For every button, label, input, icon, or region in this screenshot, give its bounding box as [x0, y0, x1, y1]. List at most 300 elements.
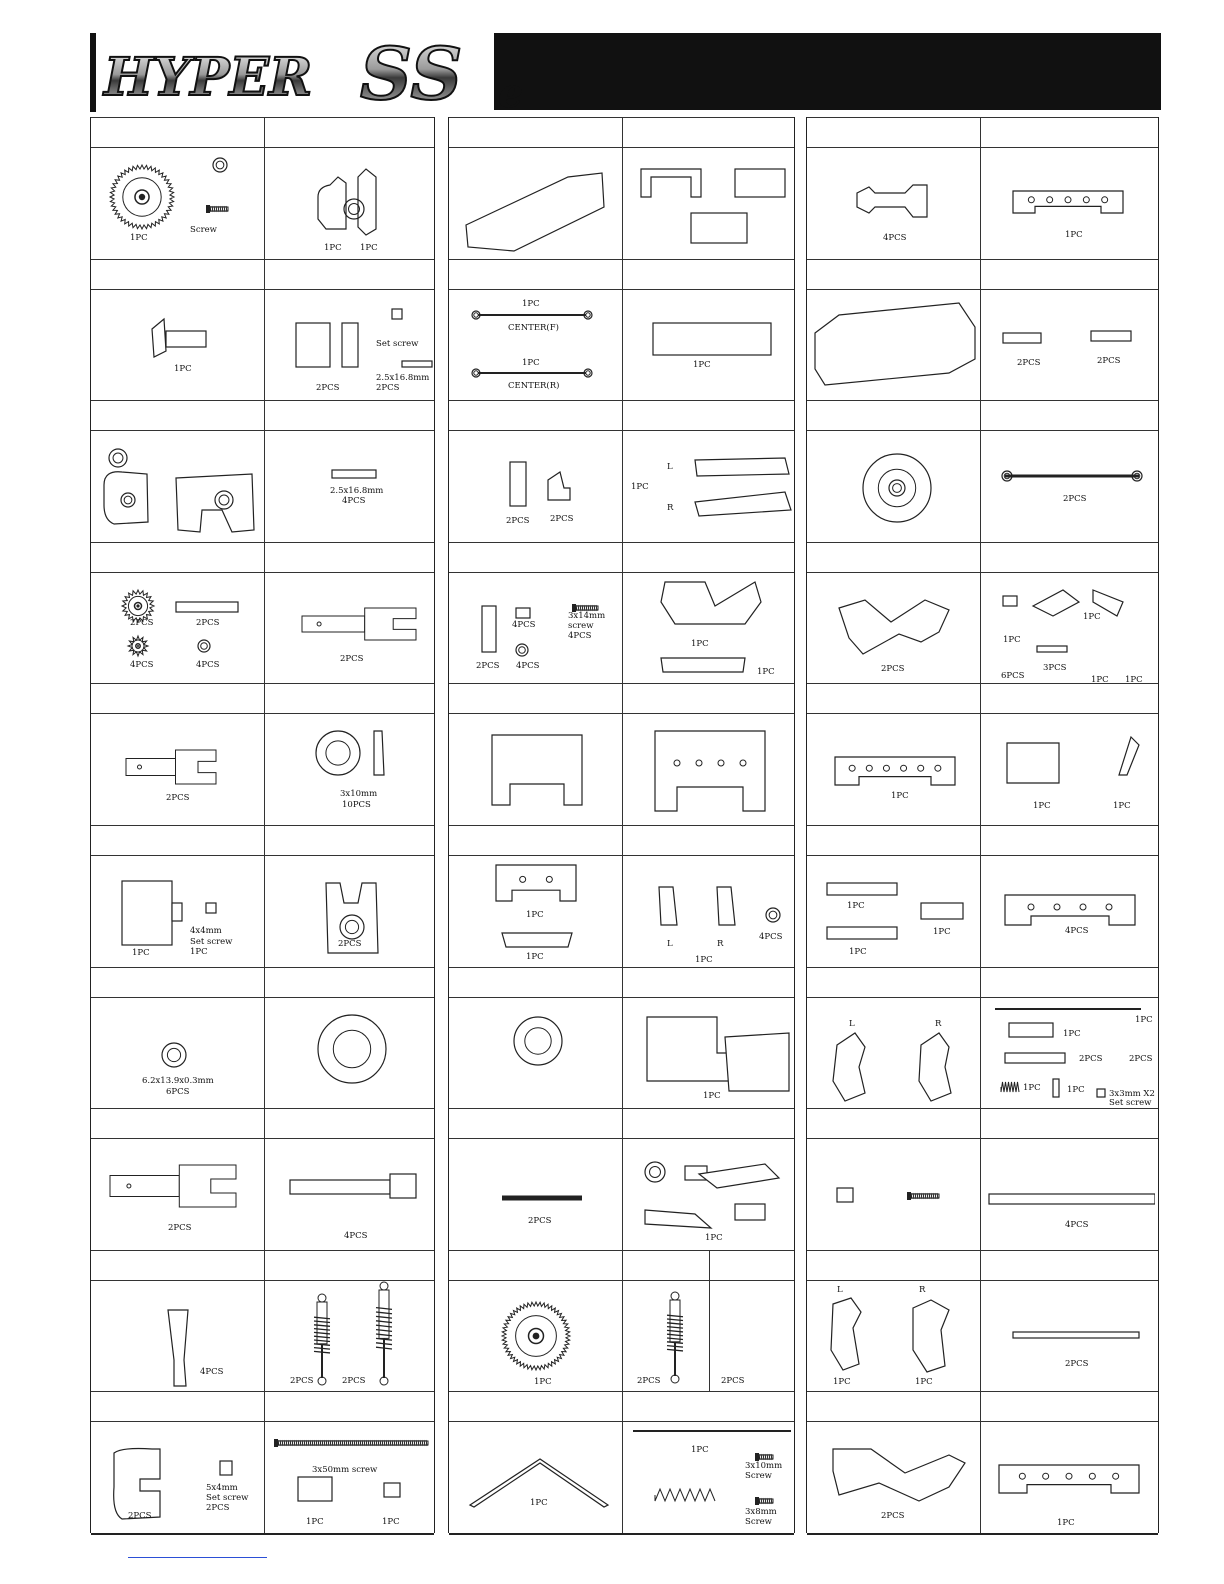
part-cell: [452, 1421, 624, 1532]
part-qty-label: 2PCS: [128, 1511, 152, 1522]
part-qty-label: 4PCS: [1065, 926, 1089, 936]
part-drawing: [809, 1138, 981, 1249]
part-cell: [266, 713, 438, 824]
washer-icon: [318, 1015, 386, 1083]
part-qty-label: 1PC: [522, 357, 540, 368]
part-drawing: [452, 1421, 624, 1532]
drawing-stroke: [316, 731, 360, 775]
grid-rule: [91, 117, 434, 118]
part-drawing: [266, 1421, 438, 1532]
drawing-stroke: [766, 908, 780, 922]
part-cell: [92, 430, 264, 541]
nut-icon: [516, 608, 530, 618]
part-drawing: [983, 289, 1155, 400]
part-drawing: [452, 430, 624, 541]
pinion-shaft-icon: [166, 331, 206, 347]
part-drawing: [92, 289, 264, 400]
rod-long-icon: [1013, 1332, 1139, 1338]
grid-rule: [91, 967, 434, 968]
drawing-stroke: [496, 865, 576, 901]
part-qty-label: 2PCS: [637, 1375, 661, 1386]
part-qty-label: 4PCS: [342, 496, 366, 507]
drive-shaft-icon: [126, 750, 216, 784]
washer-icon: [645, 1162, 665, 1182]
cell-divider: [264, 259, 265, 401]
diff-nut-icon: [342, 323, 358, 367]
drawing-stroke: [645, 1162, 665, 1182]
part-qty-label: Set screw: [1109, 1097, 1152, 1108]
part-qty-label: 2PCS: [1063, 494, 1087, 505]
part-qty-label: 1PC: [703, 1090, 721, 1101]
part-qty-label: 2PCS: [881, 1511, 905, 1522]
mount-plate-icon: [510, 462, 526, 506]
part-drawing: [92, 855, 264, 966]
drawing-stroke: [671, 1375, 679, 1383]
pin-icon: [1053, 1079, 1059, 1097]
plate-icon: [492, 735, 582, 805]
drawing-stroke: [1005, 895, 1135, 925]
part-qty-label: 4PCS: [516, 660, 540, 671]
hub-right-icon: [717, 887, 735, 925]
part-drawing: [625, 147, 797, 258]
footer-link-underline: [128, 1557, 267, 1558]
grid-rule: [807, 1108, 1158, 1109]
steering-post-icon: [1119, 737, 1139, 775]
drawing-stroke: [126, 759, 176, 776]
plate-icon: [1005, 895, 1135, 925]
shaft-icon: [1009, 1023, 1053, 1037]
part-drawing: [809, 713, 981, 824]
grid-rule: [91, 683, 434, 684]
part-cell: [809, 1138, 981, 1249]
part-qty-label: 1PC: [1063, 1028, 1081, 1039]
part-qty-label: 2PCS: [1097, 355, 1121, 366]
drawing-stroke: [213, 158, 227, 172]
grid-rule: [807, 1250, 1158, 1251]
hinge-pin-tool-icon: [168, 1310, 188, 1386]
part-qty-label: 1PC: [695, 955, 713, 965]
part-drawing: [983, 1138, 1155, 1249]
drawing-stroke: [655, 731, 765, 811]
part-qty-label: 1PC: [891, 791, 909, 802]
drawing-stroke: [907, 1192, 911, 1200]
part-cell: [625, 430, 797, 541]
part-qty-label: 2PCS: [1129, 1053, 1153, 1064]
part-cell: [452, 1280, 624, 1391]
part-qty-label: 1PC: [693, 359, 711, 370]
diff-case-icon: [104, 472, 148, 524]
part-cell: [452, 855, 624, 966]
part-drawing: [983, 572, 1155, 683]
part-qty-label: 4PCS: [200, 1366, 224, 1377]
gear-icon: [128, 636, 148, 656]
battery-tray-icon: [466, 173, 604, 251]
cell-divider: [264, 542, 265, 684]
part-qty-label: 2PCS: [168, 1223, 192, 1234]
part-cell: [266, 1421, 438, 1532]
washer-icon: [863, 454, 931, 522]
part-qty-label: 2PCS: [340, 653, 364, 664]
drawing-stroke: [474, 370, 478, 374]
grid-rule: [807, 825, 1158, 826]
part-qty-label: R: [935, 1018, 942, 1029]
screw-icon: [755, 1453, 773, 1461]
part-drawing: [266, 147, 438, 258]
grid-rule: [807, 117, 1158, 118]
drawing-stroke: [137, 645, 139, 647]
part-drawing: [983, 430, 1155, 541]
part-cell: [625, 289, 797, 400]
part-qty-label: 1PC: [530, 1498, 548, 1509]
part-qty-label: 4PCS: [759, 932, 783, 942]
part-qty-label: 1PC: [691, 1445, 709, 1456]
plate-icon: [835, 757, 955, 785]
part-cell: [983, 1421, 1155, 1532]
drawing-stroke: [318, 1015, 386, 1083]
gearbox-side-icon: [725, 1033, 789, 1091]
part-cell: [983, 1280, 1155, 1391]
part-qty-label: 1PC: [691, 638, 709, 649]
part-qty-label: 2PCS: [166, 793, 190, 804]
part-qty-label: 1PC: [1125, 674, 1143, 685]
pivot-block-bottom-icon: [827, 927, 897, 939]
part-cell: [92, 572, 264, 683]
part-cell: [452, 430, 624, 541]
drawing-stroke: [878, 469, 915, 506]
part-drawing: [266, 1280, 438, 1391]
part-qty-label: 3x50mm screw: [312, 1465, 378, 1476]
washer-icon: [109, 449, 127, 467]
drawing-stroke: [274, 1439, 278, 1447]
part-cell: [92, 713, 264, 824]
screw-icon: [274, 1439, 428, 1447]
drawing-stroke: [586, 312, 590, 316]
steering-arm-icon: [699, 1164, 779, 1188]
knuckle-right-icon: [913, 1300, 949, 1372]
suspension-arm-rear-icon: [833, 1449, 965, 1501]
drawing-stroke: [110, 1176, 179, 1197]
part-qty-label: 1PC: [833, 1376, 851, 1387]
drive-shaft-icon: [110, 1165, 236, 1207]
part-drawing: [92, 1280, 264, 1391]
part-drawing: [92, 147, 264, 258]
steering-arm-lower-icon: [645, 1210, 711, 1228]
part-qty-label: 4PCS: [1065, 1220, 1089, 1231]
part-qty-label: 6PCS: [166, 1086, 190, 1097]
part-cell: [625, 1421, 797, 1532]
servo-mount-icon: [641, 169, 701, 197]
plate-icon: [999, 1465, 1139, 1493]
hyper-sse-logo: [90, 33, 550, 112]
part-cell: [625, 1280, 797, 1391]
knuckle-right-icon: [919, 1033, 951, 1101]
part-drawing: [983, 855, 1155, 966]
set-screw-icon: [1097, 1089, 1105, 1097]
part-drawing: [266, 572, 438, 683]
plate-icon: [1013, 191, 1123, 213]
part-qty-label: 1PC: [631, 482, 649, 493]
drawing-stroke: [216, 161, 224, 169]
parts-grid: [90, 117, 1161, 1535]
part-drawing: [625, 713, 797, 824]
part-cell: [983, 997, 1155, 1108]
part-cell: [809, 147, 981, 258]
part-qty-label: 6.2x13.9x0.3mm: [142, 1075, 214, 1086]
steering-link-short-icon: [1091, 331, 1131, 341]
header-black-banner: [494, 33, 1161, 110]
part-qty-label: 2PCS: [206, 1503, 230, 1514]
part-drawing: [266, 997, 438, 1108]
spring-icon: [655, 1489, 715, 1501]
part-cell: [983, 1138, 1155, 1249]
part-drawing: [809, 855, 981, 966]
part-qty-label: 1PC: [849, 947, 867, 957]
part-cell: [625, 1138, 797, 1249]
grid-rule: [91, 259, 434, 260]
page-header: [90, 33, 1161, 112]
part-qty-label: 4x4mm: [190, 926, 222, 936]
link-end-icon: [735, 1204, 765, 1220]
part-cell: [983, 855, 1155, 966]
part-qty-label: 1PC: [1083, 611, 1101, 622]
set-screw-icon: [206, 903, 216, 913]
screw-icon: [907, 1192, 939, 1200]
cell-divider: [264, 683, 265, 825]
brace-icon: [502, 933, 572, 947]
part-cell: [809, 572, 981, 683]
part-cell: [452, 713, 624, 824]
part-qty-label: 2PCS: [528, 1216, 552, 1227]
part-cell: [452, 572, 624, 683]
part-qty-label: 6PCS: [1001, 670, 1025, 681]
gear-icon: [502, 1302, 570, 1370]
drawing-stroke: [769, 911, 777, 919]
washer-icon: [198, 640, 210, 652]
plate-icon: [655, 731, 765, 811]
part-drawing: [809, 1280, 981, 1391]
part-cell: [452, 1138, 624, 1249]
part-qty-label: 2PCS: [196, 617, 220, 628]
pivot-block-top-icon: [827, 883, 897, 895]
washer-icon: [766, 908, 780, 922]
part-qty-label: 1PC: [522, 298, 540, 309]
grid-rule: [807, 1391, 1158, 1392]
part-cell: [809, 713, 981, 824]
gear-icon: [110, 165, 174, 229]
part-qty-label: Set screw: [190, 937, 233, 947]
part-qty-label: R: [667, 503, 674, 514]
part-qty-label: 4PCS: [568, 630, 592, 641]
part-cell: [809, 997, 981, 1108]
cell-divider: [264, 1391, 265, 1533]
part-qty-label: 3PCS: [1043, 662, 1067, 673]
drawing-stroke: [755, 1497, 759, 1505]
part-drawing: [266, 855, 438, 966]
drawing-stroke: [474, 312, 478, 316]
drawing-stroke: [113, 453, 123, 463]
part-qty-label: L: [667, 462, 673, 473]
part-drawing: [625, 430, 797, 541]
steering-bracket-icon: [1007, 743, 1059, 783]
drawing-stroke: [893, 484, 902, 493]
part-qty-label: 4PCS: [512, 619, 536, 630]
part-qty-label: 1PC: [915, 1376, 933, 1387]
part-qty-label: 1PC: [1057, 1518, 1075, 1529]
part-qty-label: 2.5x16.8mm: [330, 486, 384, 497]
cell-divider: [264, 1108, 265, 1250]
drawing-stroke: [650, 1167, 661, 1178]
chassis-rail-right-icon: [695, 492, 791, 516]
part-cell: [983, 572, 1155, 683]
part-qty-label: 1PC: [190, 947, 208, 957]
outdrive-cup-icon: [114, 1449, 160, 1520]
logo-hyper-text: HYPER: [104, 47, 313, 108]
part-qty-label: 1PC: [174, 363, 192, 374]
plate-icon: [496, 865, 576, 901]
bumper-icon: [653, 323, 771, 355]
part-drawing: [92, 430, 264, 541]
grid-rule: [91, 1250, 434, 1251]
drawing-stroke: [525, 1027, 551, 1053]
part-drawing: [452, 147, 624, 258]
set-screw-icon: [392, 309, 402, 319]
part-qty-label: CENTER(R): [508, 380, 560, 391]
hinge-pin-icon: [989, 1194, 1155, 1204]
part-qty-label: L: [837, 1284, 843, 1295]
part-qty-label: 1PC: [705, 1233, 723, 1244]
drawing-stroke: [318, 1377, 326, 1385]
part-cell: [809, 855, 981, 966]
part-drawing: [983, 147, 1155, 258]
part-qty-label: 1PC: [1135, 1014, 1153, 1025]
drive-shaft-icon: [302, 608, 416, 640]
drawing-stroke: [139, 194, 145, 200]
part-qty-label: 2PCS: [290, 1375, 314, 1386]
part-qty-label: Screw: [745, 1517, 772, 1528]
drawing-stroke: [326, 741, 350, 765]
part-drawing: [625, 855, 797, 966]
drawing-stroke: [492, 735, 582, 805]
hub-left-icon: [659, 887, 677, 925]
bevel-pinion-icon: [152, 319, 166, 357]
servo-saver-icon: [1003, 596, 1017, 606]
grid-rule: [91, 542, 434, 543]
part-cell: [266, 1280, 438, 1391]
part-qty-label: 1PC: [1113, 801, 1131, 812]
part-qty-label: 1PC: [847, 901, 865, 911]
grid-rule: [807, 542, 1158, 543]
part-qty-label: 2PCS: [316, 382, 340, 393]
part-cell: [266, 289, 438, 400]
drawing-stroke: [136, 604, 139, 607]
part-qty-label: 2PCS: [1065, 1358, 1089, 1369]
grid-rule: [91, 1391, 434, 1392]
drawing-stroke: [333, 1030, 370, 1067]
washer-icon: [889, 480, 905, 496]
part-cell: [625, 997, 797, 1108]
shock-absorber-icon: [376, 1282, 392, 1385]
shock-absorber-icon: [314, 1294, 330, 1385]
main-chassis-icon: [815, 303, 975, 385]
part-cell: [809, 430, 981, 541]
part-cell: [92, 1280, 264, 1391]
drawing-stroke: [176, 750, 217, 784]
part-qty-label: 1PC: [306, 1517, 324, 1528]
drawing-stroke: [755, 1453, 759, 1461]
suspension-arm-icon: [839, 600, 949, 654]
part-qty-label: L: [667, 939, 673, 949]
part-qty-label: 3x10mm: [745, 1461, 783, 1472]
drawing-stroke: [863, 454, 931, 522]
part-cell: [625, 572, 797, 683]
part-drawing: [983, 1421, 1155, 1532]
grid-rule: [91, 1108, 434, 1109]
body-mount-icon: [661, 582, 761, 624]
bearing-side-icon: [374, 731, 384, 775]
steering-link-icon: [1003, 333, 1041, 343]
part-qty-label: Set screw: [376, 338, 419, 349]
part-qty-label: 2PCS: [881, 663, 905, 674]
drawing-stroke: [380, 1377, 388, 1385]
shock-absorber-icon: [667, 1292, 683, 1383]
part-cell: [266, 855, 438, 966]
part-drawing: [625, 1280, 797, 1391]
drawing-stroke: [889, 480, 905, 496]
part-qty-label: 4PCS: [883, 233, 907, 243]
set-screw-icon: [220, 1461, 232, 1475]
diff-housing-icon: [122, 881, 172, 945]
washer-icon: [316, 731, 360, 775]
spring-icon: [1001, 1082, 1019, 1092]
part-qty-label: 2PCS: [506, 516, 530, 527]
part-cell: [625, 855, 797, 966]
drawing-stroke: [380, 1282, 388, 1290]
part-drawing: [983, 1280, 1155, 1391]
servo-box-icon: [691, 213, 747, 243]
part-drawing: [92, 713, 264, 824]
part-qty-label: 3x10mm: [340, 789, 378, 800]
part-cell: [625, 713, 797, 824]
part-qty-label: 2.5x16.8mm: [376, 372, 430, 383]
part-qty-label: 1PC: [757, 666, 775, 677]
part-cell: [266, 572, 438, 683]
drawing-stroke: [162, 1043, 186, 1067]
screw-icon: [206, 205, 228, 213]
screw-icon: [755, 1497, 773, 1505]
part-cell: [92, 997, 264, 1108]
drawing-stroke: [206, 205, 210, 213]
drawing-stroke: [198, 640, 210, 652]
part-cell: [92, 1421, 264, 1532]
part-drawing: [809, 289, 981, 400]
part-qty-label: 3x8mm: [745, 1507, 777, 1518]
part-cell: [983, 713, 1155, 824]
knuckle-left-icon: [831, 1298, 861, 1370]
part-qty-label: 2PCS: [130, 617, 154, 628]
part-cell: [92, 1138, 264, 1249]
nut-icon: [384, 1483, 400, 1497]
cell-divider: [264, 967, 265, 1109]
pin-icon: [1037, 646, 1067, 652]
part-qty-label: Screw: [190, 225, 217, 235]
part-qty-label: 1PC: [1067, 1084, 1085, 1095]
brace-lower-icon: [661, 658, 745, 672]
hinge-pin-long-icon: [290, 1180, 390, 1194]
part-cell: [452, 289, 624, 400]
pin-icon: [332, 470, 376, 478]
drawing-stroke: [365, 608, 416, 640]
part-qty-label: 3x14mm: [568, 610, 606, 621]
